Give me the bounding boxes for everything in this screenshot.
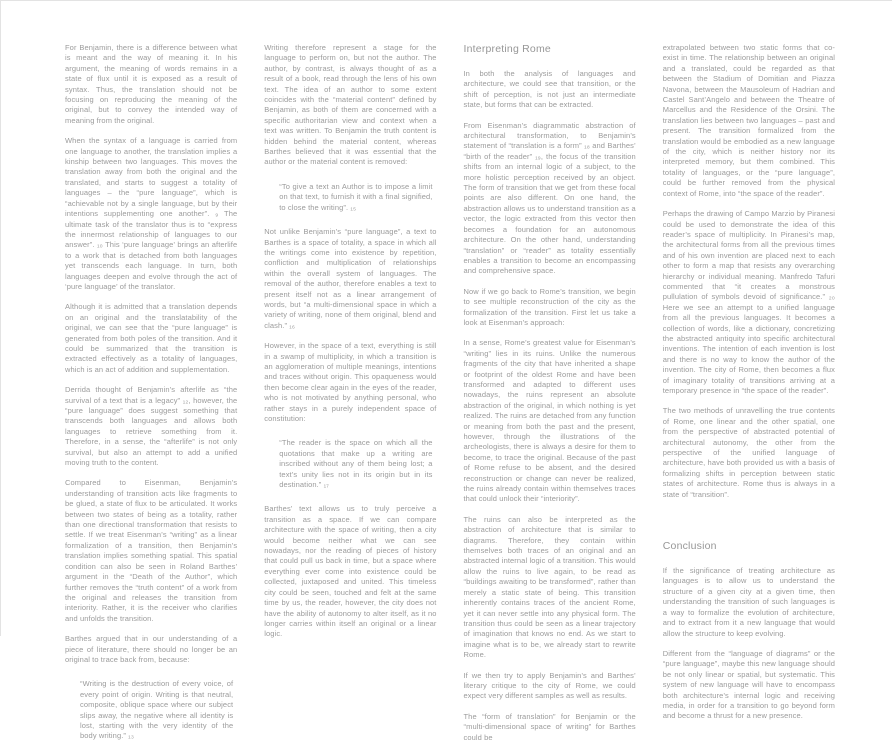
essay-paragraph: Although it is admitted that a translation depends on an original and the translatability of the original, we can see that the “pure language” is generated from both poles of the transition. And it could be summarized that the transition is extracted effectively as a totality of languages, which is an act of addition and supplementation. <box>65 302 238 374</box>
essay-paragraph: Barthes’ text allows us to truly perceive a transition as a space. If we can compare architecture with the space of writing, then a city would become neither what we can see nowadays, nor the reading of pieces of history that could pull us back in time, but a space where everything ever come into existence could be collected, juxtaposed and united. This timeless city could be seen, touched and felt at the same time by us, the reader, however, the city does not have the ability of autonomy to alter itself, as it no longer carries within itself an original or a linear logic. <box>264 504 437 639</box>
text-column-4 <box>662 43 835 721</box>
essay-paragraph: Not unlike Benjamin’s “pure language”, a text to Barthes is a space of totality, a space in which all the writings come into existence by repetition, confliction and multiplication of relationships within the overall system of languages. The removal of the author, therefore enables a text to present itself not as a linear arrangement of words, but “a multi-dimensional space in which a variety of writing, none of them original, blend and clash.” ₁₆ <box>264 227 437 330</box>
essay-paragraph: Compared to Eisenman, Benjamin’s understanding of transition acts like fragments to be glued, a state of flux to be articulated. It works between two states of being as a totality, rather than one directional transformation that resists to settle. If we treat Eisenman’s “writing” as a linear formalization of a transition, then Benjamin’s translation implies something spatial. This spatial condition can also be seen in Roland Barthes’ argument in the “Death of the Author”, which further removes the “truth content” of a work from the original and releases the transition from interiority. Rather, it is the receiver who clarifies and unfolds the transition. <box>65 478 238 623</box>
essay-paragraph: In a sense, Rome’s greatest value for Eisenman’s “writing” lies in its ruins. Unlike the numerous fragments of the city that have inherited a shape or footprint of the oldest Rome and have been transformed and adapted to different uses nowadays, the ruins represent an absolute abstraction of the original, in which nothing is yet realized. The ruins are detached from any function or meaning from both the past and the present, however, through the illustrations of the archeologists, there is always a desire for them to become, to trace the original. Because of the past of Rome refuse to be absent, and the desired reconstruction or change can never be realized, the ruins already contain within themselves traces that could unlock their “interiority”. <box>463 338 636 504</box>
text-column-1 <box>65 43 238 741</box>
essay-paragraph: The “form of translation” for Benjamin or the “multi-dimensional space of writing” for Barthes could be <box>463 711 636 742</box>
essay-paragraph: extrapolated between two static forms that co-exist in time. The relationship between an original and a translated, could be regarded as that between the Stadium of Domitian and Piazza Navona, between the Mausoleum of Hadrian and Castel Sant’Angelo and between the Theatre of Marcellus and the Residence of the Orsini. The translation lies between two languages – past and present. The transition formalized from the translation would be embodied as a new language of the city, which is neither history nor its interpreted memory, but them combined. This totality of languages, or the “pure language”, could be further removed from the physical context of Rome, into “the space of the reader”. <box>662 43 835 198</box>
essay-paragraph: However, in the space of a text, everything is still in a swamp of multiplicity, in which a transition is an agglomeration of multiple meanings, intentions and traces without origin. This opaqueness would then become clear again in the eyes of the reader, who is not motivated by anything personal, who rather stays in a purely independent space of constitution: <box>264 341 437 423</box>
essay-paragraph: If the significance of treating architecture as languages is to allow us to understand the structure of a given city at a given time, then understanding the transition of such languages is a way to formalize the evolution of architecture, and to extract from it a new language that would allow the structure to keep evolving. <box>662 566 835 638</box>
essay-paragraph: When the syntax of a language is carried from one language to another, the translation implies a kinship between two languages. This moves the translation away from both the original and the translated, and starts to suggest a totality of languages – the “pure language”, which is “achievable not by a single language, but by their intentions supplementing one another”. ₉ The ultimate task of the translator thus is to “express the innermost relationship of languages to our answer”. ₁₀ This ‘pure language’ brings an afterlife to a work that is detached from both languages yet transcends each language. In turn, both languages deepen and evolve through the act of ‘pure language’ of the translator. <box>65 136 238 291</box>
document-page <box>1 1 892 742</box>
essay-paragraph: The ruins can also be interpreted as the abstraction of architecture that is similar to diagrams. Therefore, they contain within themselves both traces of an original and an abstracted internal logic of a transition. This would allow the ruins to live again, to be read as “buildings awaiting to be transformed”, rather than merely a static state of being. This transition inherently contains traces of the ancient Rome, yet it can never settle into any physical form. The transition thus could be seen as a linear trajectory of imagination that knows no end. As we start to imagine what is to be, we already start to rewrite Rome. <box>463 514 636 660</box>
essay-paragraph: For Benjamin, there is a difference between what is meant and the way of meaning it. In his argument, the meaning of words remains in a state of flux until it is exposed as a result of syntax. Thus, the translation should not be focusing on reproducing the meaning of the original, but to convey the intended way of meaning from the original. <box>65 43 238 125</box>
section-heading-conclusion: Conclusion <box>662 540 717 553</box>
block-quote: “Writing is the destruction of every voice, of every point of origin. Writing is that neutral, composite, oblique space where our subject slips away, the negative where all identity is lost, starting with the very identity of the body writing.” ₁₃ <box>80 679 234 741</box>
essay-paragraph: From Eisenman’s diagrammatic abstraction of architectural transformation, to Benjamin’s statement of “translation is a form” ₁₈ and Barthes’ “birth of the reader” ₁₉, the focus of the transition shifts from an internal logic of a subject, to the more holistic perception received by an object. The form of transition that we get from these focal points are also different. On one hand, the abstraction allows us to understand transition as a vector, the logic extracted from this vector then becomes a foundation for an autonomous architecture. On the other hand, understanding “translation” or “reader” as totality essentially enables a transition to become an encompassing and comprehensive space. <box>463 120 636 276</box>
text-column-3 <box>463 43 636 742</box>
essay-paragraph: Writing therefore represent a stage for the language to perform on, but not the author. The author, by contrast, is always thought of as a result of a book, read through the lens of his own text. The idea of an author to some extent coincides with the “material content” defined by Benjamin, as both of them are concerned with a specific authoritarian view and context when a text was written. To Benjamin the truth content is hidden behind the material content, whereas Barthes believed that it was essential that the author or the material content is removed: <box>264 43 437 167</box>
essay-paragraph: If we then try to apply Benjamin’s and Barthes’ literary critique to the city of Rome, we could expect very different samples as well as results. <box>463 670 636 701</box>
text-column-2 <box>264 43 437 639</box>
section-heading-interpreting-rome: Interpreting Rome <box>463 43 551 55</box>
essay-paragraph: In both the analysis of languages and architecture, we could see that transition, or the shift of perception, is not just an intermediate state, but forms that can be extracted. <box>463 69 636 110</box>
essay-paragraph: Different from the “language of diagrams” or the “pure language”, maybe this new language should be not only linear or spatial, but systematic. This system of new language will have to encompass both architecture’s internal logic and receiving media, in order for a transition to go beyond form and become a thrust for a new presence. <box>662 648 835 721</box>
essay-paragraph: Now if we go back to Rome’s transition, we begin to see multiple reconstruction of the city as the formalization of the transition. First let us take a look at Eisenman’s approach: <box>463 286 636 327</box>
block-quote: “The reader is the space on which all the quotations that make up a writing are inscribed without any of them being lost; a text’s unity lies not in its origin but in its destination.” ₁₇ <box>279 438 433 490</box>
essay-paragraph: The two methods of unravelling the true contents of Rome, one linear and the other spatial, one from the perspective of abstracted potential of architectural autonomy, the other from the perspective of the unified language of architecture, have both provided us with a basis of formalizing shifts in perception between static states of architecture. Rome thus is always in a state of “transition”. <box>662 406 835 499</box>
block-quote: “To give a text an Author is to impose a limit on that text, to furnish it with a final signified, to close the writing”. ₁₅ <box>279 181 433 212</box>
essay-paragraph: Derrida thought of Benjamin’s afterlife as “the survival of a text that is a legacy” ₁₂, however, the “pure language” does suggest something that transcends both languages and allows both languages to retrieve something from it. Therefore, in a sense, the “afterlife” is not only survival, but also an attempt to add a unified moving truth to the content. <box>65 385 238 468</box>
essay-paragraph: Perhaps the drawing of Campo Marzio by Piranesi could be used to demonstrate the idea of this reader’s space of multiplicity. In Piranesi’s map, the architectural forms from all the previous times and of his own invention are placed next to each other to form a map that resists any overarching hierarchy or individual meaning. Manfredo Tafuri commented that “it creates a monstrous pullulation of symbols devoid of significance.” ₂₀ Here we see an attempt to a unified language from all the previous languages. It becomes a collection of words, like a dictionary, concretizing the abstracted antiquity into specific architectural inventions. The intention of each invention is lost and there is no way to know the author of the invention. The city of Rome, then becomes a flux of imaginary totality of transitions arriving at a temporary presence in “the space of the reader”. <box>662 209 835 395</box>
essay-paragraph: Barthes argued that in our understanding of a piece of literature, there should no longer be an original to trace back from, because: <box>65 634 238 664</box>
